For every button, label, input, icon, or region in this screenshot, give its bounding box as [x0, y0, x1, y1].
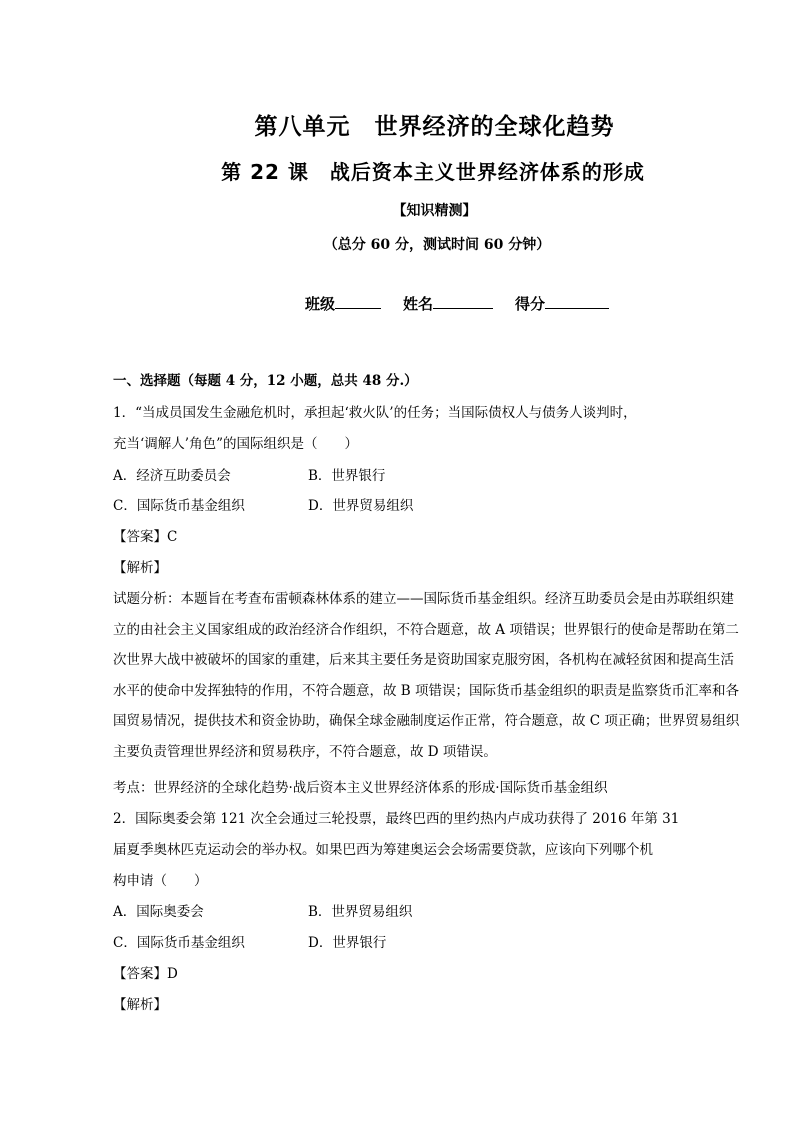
q1-analysis-line: 国贸易情况，提供技术和资金协助，确保全球金融制度运作正常，符合题意，故 C 项正确；世界贸易组织	[113, 713, 740, 729]
score-label: 得分	[515, 295, 546, 313]
q2-stem-line3: 构申请（ ）	[113, 873, 208, 889]
section-title: 一、选择题（每题 4 分，12 小题，总共 48 分.）	[113, 373, 418, 389]
q1-option-b: B．世界银行	[308, 468, 386, 484]
q1-option-a: A．经济互助委员会	[113, 468, 231, 484]
unit-title: 第八单元 世界经济的全球化趋势	[254, 114, 615, 140]
name-blank[interactable]	[433, 292, 493, 309]
name-label: 姓名	[403, 295, 434, 313]
q1-analysis-line: 主要负责管理世界经济和贸易秩序，不符合题意，故 D 项错误。	[113, 743, 497, 760]
q1-answer: 【答案】C	[113, 529, 178, 545]
q1-analysis-line: 水平的使命中发挥独特的作用，不符合题意，故 B 项错误；国际货币基金组织的职责是监察货币汇率和各	[113, 682, 740, 699]
score-blank[interactable]	[545, 292, 609, 309]
student-info-fields	[305, 292, 609, 314]
q2-analysis-label: 【解析】	[113, 997, 167, 1013]
q1-analysis-label: 【解析】	[113, 560, 167, 576]
knowledge-tag: 【知识精测】	[392, 203, 477, 219]
q2-stem-line1: 2．国际奥委会第 121 次全会通过三轮投票，最终巴西的里约热内卢成功获得了 2016 年第 31	[113, 811, 680, 827]
class-label: 班级	[305, 295, 336, 313]
q2-stem-line2: 届夏季奥林匹克运动会的举办权。如果巴西为筹建奥运会会场需要贷款，应该向下列哪个机	[113, 842, 653, 858]
q2-option-d: D．世界银行	[308, 935, 387, 951]
q1-analysis-line: 次世界大战中被破坏的国家的重建，后来其主要任务是资助国家克服穷困，各机构在减轻贫困和提高生活	[113, 652, 734, 668]
q2-option-c: C．国际货币基金组织	[113, 935, 245, 951]
q2-option-b: B．世界贸易组织	[308, 904, 413, 920]
q1-analysis-line: 试题分析：本题旨在考查布雷顿森林体系的建立——国际货币基金组织。经济互助委员会是由苏联组织建	[113, 591, 734, 607]
test-info: （总分 60 分，测试时间 60 分钟）	[323, 237, 551, 253]
q1-analysis-line: 立的由社会主义国家组成的政治经济合作组织，不符合题意，故 A 项错误；世界银行的使命是帮助在第二	[113, 621, 739, 638]
q2-option-a: A．国际奥委会	[113, 904, 204, 920]
q1-option-c: C．国际货币基金组织	[113, 498, 245, 514]
class-blank[interactable]	[335, 292, 381, 309]
lesson-title: 第 22 课 战后资本主义世界经济体系的形成	[221, 160, 645, 184]
q1-stem-line2: 充当‘调解人’角色”的国际组织是（ ）	[113, 436, 358, 452]
q1-option-d: D．世界贸易组织	[308, 498, 414, 514]
q1-stem-line1: 1．“当成员国发生金融危机时，承担起‘救火队’的任务；当国际债权人与债务人谈判时，	[113, 405, 637, 421]
q1-analysis	[113, 584, 763, 767]
q2-answer: 【答案】D	[113, 966, 178, 982]
q1-kaodian: 考点：世界经济的全球化趋势·战后资本主义世界经济体系的形成·国际货币基金组织	[113, 780, 608, 796]
